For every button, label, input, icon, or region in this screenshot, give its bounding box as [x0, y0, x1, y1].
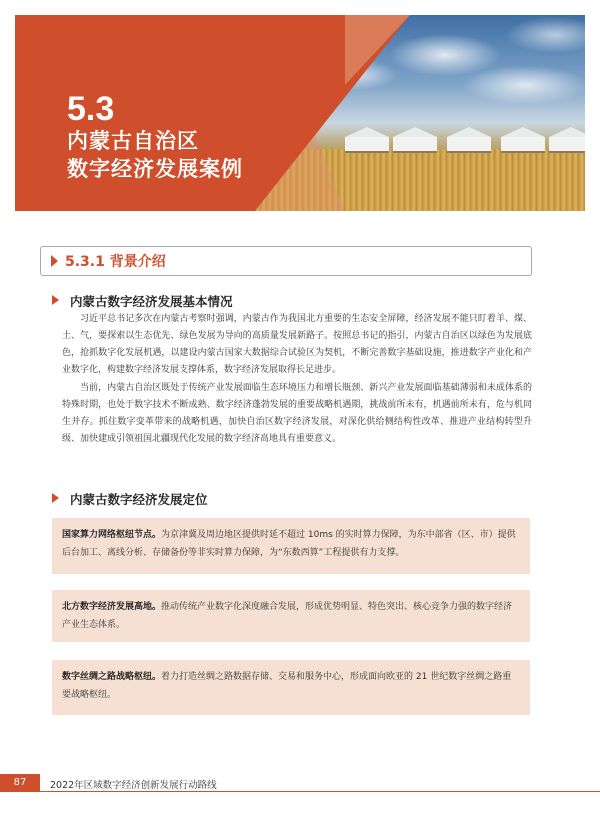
- paragraph: 当前，内蒙古自治区既处于传统产业发展面临生态环境压力和增长瓶颈、新兴产业发展面临基础薄弱和未成体系的特殊时期，也处于数字技术不断成熟、数字经济蓬勃发展的重要战略机遇期，挑战前所未有，机遇前所未有，危与机同生并存。抓住数字变革带来的战略机遇，加快自治区数字经济发展，对深化供给侧结构性改革、推进产业结构转型升级、加快建成引领祖国北疆现代化发展的数字经济高地具有重要意义。: [62, 383, 532, 444]
- box-bold-title: 国家算力网络枢纽节点。: [62, 530, 162, 540]
- positioning-box: [52, 518, 530, 574]
- positioning-box: [52, 660, 530, 715]
- box-text: 着力打造丝绸之路数据存储、交易和服务中心，形成面向欧亚的 21 世纪数字丝绸之路重要战略枢纽。: [62, 672, 512, 700]
- section-heading: [40, 246, 532, 276]
- banner-title: [67, 91, 243, 183]
- page-footer: [0, 774, 600, 794]
- section-heading-text: 5.3.1 背景介绍: [65, 254, 166, 270]
- footer-text: 2022年区域数字经济创新发展行动路线: [50, 780, 217, 791]
- title-line-1: 内蒙古自治区: [67, 129, 199, 153]
- subheading-text: 内蒙古数字经济发展定位: [70, 492, 208, 507]
- footer-rule: [40, 791, 600, 792]
- paragraph: 习近平总书记多次在内蒙古考察时强调，内蒙古作为我国北方重要的生态安全屏障，经济发展不能只盯着羊、煤、土、气，要探索以生态优先、绿色发展为导向的高质量发展新路子。按照总书记的指引，内蒙古自治区以绿色为发展底色，抢抓数字化发展机遇，以建设内蒙古国家大数据综合试验区为契机，不断完善数字基础设施，推进数字产业化和产业数字化，构建数字经济发展支撑体系，数字经济发展取得长足进步。: [62, 314, 532, 375]
- box-bold-title: 数字丝绸之路战略枢纽。: [62, 672, 162, 682]
- box-text: 推动传统产业数字化深度融合发展，形成优势明显、特色突出、核心竞争力强的数字经济产业生态体系。: [62, 602, 513, 630]
- title-line-2: 数字经济发展案例: [67, 157, 243, 181]
- subheading-text: 内蒙古数字经济发展基本情况: [70, 294, 233, 309]
- box-bold-title: 北方数字经济发展高地。: [62, 602, 162, 612]
- header-banner: [15, 15, 585, 211]
- triangle-bullet-icon: [52, 493, 59, 503]
- section-number: 5.3: [67, 90, 115, 128]
- page-number: 87: [0, 774, 40, 792]
- positioning-box: [52, 590, 530, 642]
- box-text: 为京津冀及周边地区提供时延不超过 10ms 的实时算力保障，为东中部省（区、市）提供后台加工、离线分析、存储备份等非实时算力保障，为“东数西算”工程提供有力支撑。: [62, 530, 516, 558]
- play-arrow-icon: [51, 255, 58, 267]
- triangle-bullet-icon: [52, 295, 59, 305]
